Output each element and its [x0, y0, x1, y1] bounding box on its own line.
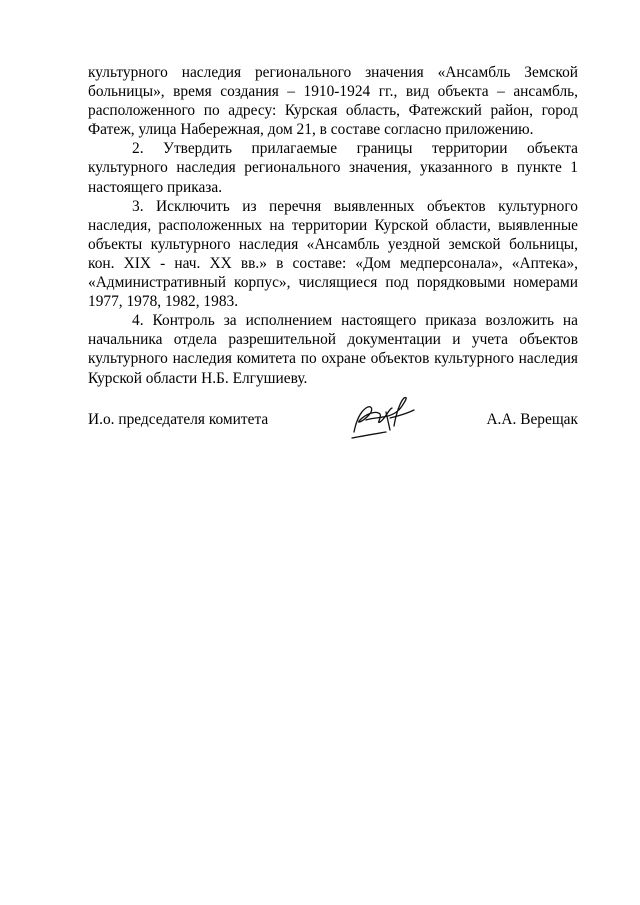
signature-block	[88, 410, 578, 450]
paragraph-3: 3. Исключить из перечня выявленных объектов культурного наследия, расположенных на территории Курской области, выявленные объекты культурного наследия «Ансамбль уездной земской больницы, кон. XIX - нач. XX вв.» в составе: «Дом медперсонала», «Аптека», «Административный корпус», числящиеся под порядковыми номерами 1977, 1978, 1982, 1983.	[88, 197, 578, 311]
paragraph-2: 2. Утвердить прилагаемые границы территории объекта культурного наследия регионального значения, указанного в пункте 1 настоящего приказа.	[88, 140, 578, 196]
paragraph-1-continuation: культурного наследия регионального значения «Ансамбль Земской больницы», время создания – 1910-1924 гг., вид объекта – ансамбль, расположенного по адресу: Курская область, Фатежский район, город Фатеж, улица Набережная, дом 21, в составе согласно приложению.	[88, 64, 578, 139]
signatory-name: А.А. Верещак	[486, 411, 578, 428]
handwritten-signature	[346, 392, 426, 444]
signatory-title: И.о. председателя комитета	[88, 411, 269, 428]
paragraph-4: 4. Контроль за исполнением настоящего приказа возложить на начальника отдела разрешительной документации и учета объектов культурного наследия комитета по охране объектов культурного наследия Курской области Н.Б. Елгушиеву.	[88, 312, 578, 387]
document-body	[88, 63, 578, 388]
